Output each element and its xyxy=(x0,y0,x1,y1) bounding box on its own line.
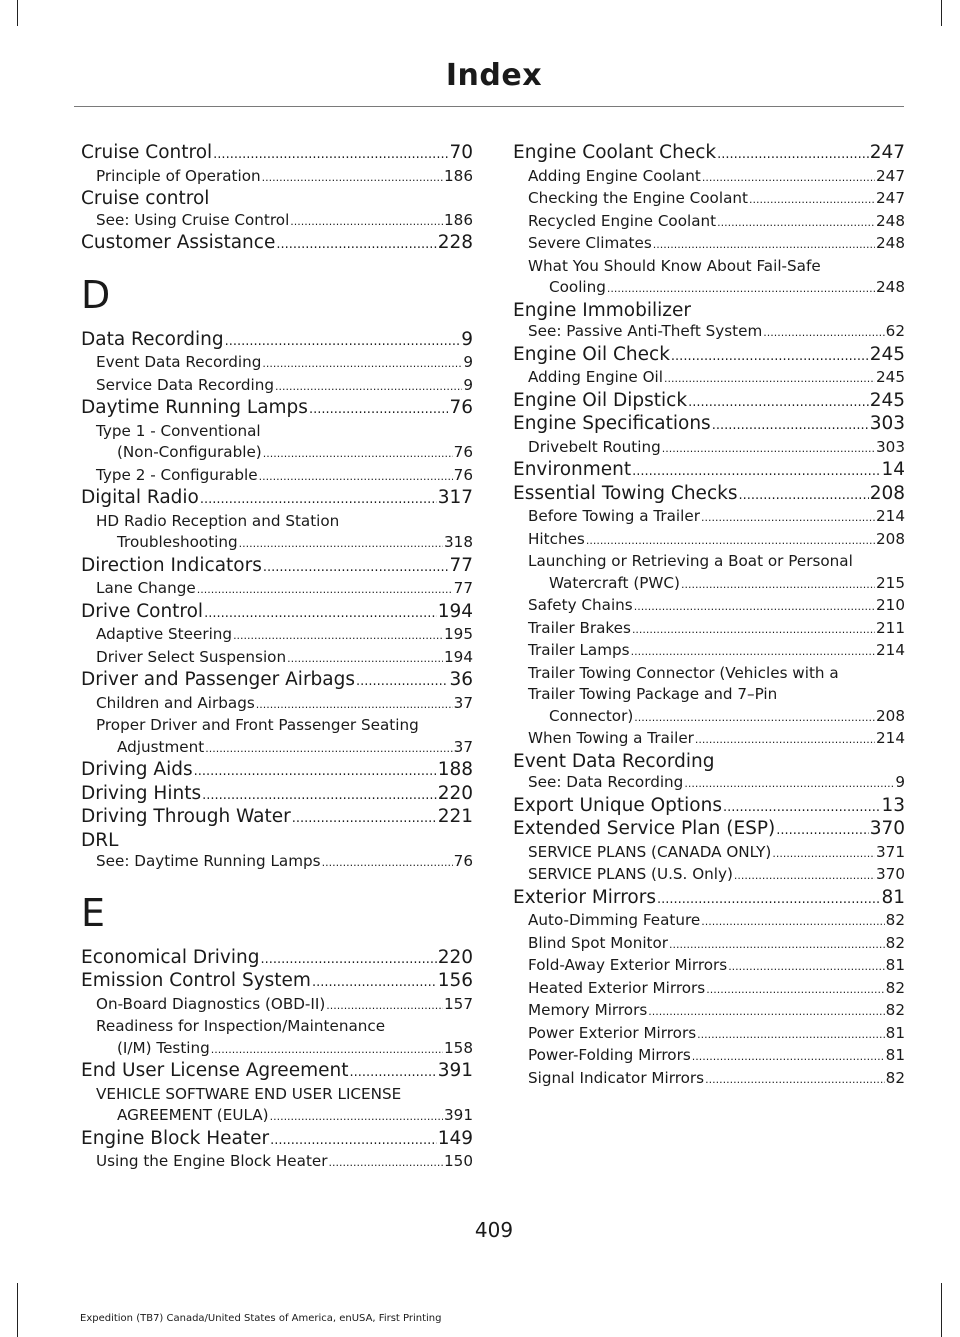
entry-label: Adding Engine Coolant xyxy=(528,166,701,185)
section-letter: E xyxy=(81,890,106,935)
page-reference: 247 xyxy=(869,142,905,163)
entry-label: Before Towing a Trailer xyxy=(528,507,700,525)
dot-leader xyxy=(632,619,875,641)
page-reference: 81 xyxy=(885,956,905,974)
dot-leader xyxy=(662,438,875,460)
entry-label: Engine Coolant Check xyxy=(513,142,717,163)
dot-leader xyxy=(329,1152,444,1174)
page-reference: 82 xyxy=(885,1068,905,1087)
entry-label: Engine Oil Check xyxy=(513,343,670,365)
index-subentry-text: Type 1 - Conventional xyxy=(96,421,261,440)
page-reference: 76 xyxy=(449,397,473,418)
dot-leader xyxy=(657,889,880,911)
entry-label: Lane Change xyxy=(96,579,196,597)
index-subentry xyxy=(513,910,905,933)
entry-label: Hitches xyxy=(528,529,585,548)
header-divider xyxy=(74,106,904,107)
dot-leader xyxy=(211,1039,443,1061)
entry-label: Memory Mirrors xyxy=(528,1001,648,1019)
page-reference: 156 xyxy=(437,970,473,991)
page-reference: 248 xyxy=(876,211,905,230)
index-subentry xyxy=(81,465,473,488)
entry-label: Recycled Engine Coolant xyxy=(528,211,717,230)
page-reference: 370 xyxy=(869,818,905,839)
page-reference: 391 xyxy=(437,1060,473,1081)
entry-label: On-Board Diagnostics (OBD-II) xyxy=(96,994,326,1013)
page-reference: 371 xyxy=(876,842,905,861)
page-reference: 9 xyxy=(463,375,473,394)
page-reference: 220 xyxy=(437,946,473,968)
index-subentry-text: Proper Driver and Front Passenger Seating xyxy=(96,716,419,734)
index-entry xyxy=(513,459,905,483)
index-entry xyxy=(513,795,905,819)
index-heading: DRL xyxy=(81,829,119,851)
dot-leader xyxy=(772,843,875,865)
index-subentry-text: Trailer Towing Connector (Vehicles with a xyxy=(528,663,839,682)
dot-leader xyxy=(326,995,443,1017)
dot-leader xyxy=(701,507,875,529)
entry-label: Signal Indicator Mirrors xyxy=(528,1068,705,1087)
crop-mark-bottom-left xyxy=(17,1283,18,1337)
index-subentry xyxy=(513,188,905,211)
page-reference: 214 xyxy=(876,729,905,747)
entry-label: Cruise Control xyxy=(81,142,213,163)
entry-label: Service Data Recording xyxy=(96,375,275,394)
page-reference: 214 xyxy=(876,507,905,525)
dot-leader xyxy=(290,211,443,233)
section-letter: D xyxy=(81,272,111,317)
dot-leader xyxy=(270,1106,443,1128)
index-entry xyxy=(513,344,905,368)
dot-leader xyxy=(202,785,437,807)
entry-label: Auto-Dimming Feature xyxy=(528,911,701,929)
dot-leader xyxy=(586,530,875,552)
dot-leader xyxy=(263,557,449,579)
page-reference: 76 xyxy=(453,465,473,484)
entry-label: When Towing a Trailer xyxy=(528,729,694,747)
dot-leader xyxy=(262,167,443,189)
index-subentry xyxy=(81,737,473,760)
page-reference: 82 xyxy=(885,1001,905,1019)
index-subentry xyxy=(513,640,905,663)
index-subentry xyxy=(513,842,905,865)
page-reference: 150 xyxy=(444,1152,473,1170)
page-reference: 248 xyxy=(876,278,905,296)
index-subentry xyxy=(81,1151,473,1174)
dot-leader xyxy=(702,167,875,189)
index-subentry xyxy=(81,647,473,670)
index-entry xyxy=(81,783,473,807)
page-reference: 208 xyxy=(876,706,905,725)
entry-label: (Non-Configurable) xyxy=(117,443,262,461)
page-reference: 14 xyxy=(881,459,905,480)
index-subentry xyxy=(81,851,473,874)
page-reference: 208 xyxy=(876,529,905,548)
index-subentry xyxy=(513,321,905,344)
dot-leader xyxy=(205,738,452,760)
page-reference: 188 xyxy=(437,759,473,780)
entry-label: Adjustment xyxy=(117,737,205,756)
dot-leader xyxy=(233,625,443,647)
entry-label: Trailer Lamps xyxy=(528,641,630,659)
dot-leader xyxy=(692,1046,885,1068)
dot-leader xyxy=(671,346,869,368)
page-reference: 245 xyxy=(869,389,905,411)
entry-label: Connector) xyxy=(549,706,634,725)
index-subentry-text: VEHICLE SOFTWARE END USER LICENSE xyxy=(96,1084,402,1103)
entry-label: Adaptive Steering xyxy=(96,625,233,643)
entry-label: Children and Airbags xyxy=(96,693,255,712)
entry-label: SERVICE PLANS (CANADA ONLY) xyxy=(528,842,772,861)
entry-label: Drivebelt Routing xyxy=(528,437,661,456)
index-subentry xyxy=(513,618,905,641)
entry-label: Exterior Mirrors xyxy=(513,886,656,908)
index-subentry xyxy=(81,532,473,555)
index-subentry xyxy=(513,728,905,751)
dot-leader xyxy=(200,489,437,511)
dot-leader xyxy=(717,212,875,234)
index-subentry xyxy=(81,352,473,375)
index-subentry xyxy=(513,437,905,460)
index-subentry-text: HD Radio Reception and Station xyxy=(96,511,340,530)
index-subentry xyxy=(81,578,473,601)
index-entry xyxy=(81,759,473,783)
dot-leader xyxy=(684,773,894,795)
entry-label: Blind Spot Monitor xyxy=(528,933,669,952)
index-entry xyxy=(81,1060,473,1084)
entry-label: Environment xyxy=(513,459,632,480)
page-reference: 82 xyxy=(885,933,905,952)
crop-mark-top-left xyxy=(17,0,18,26)
entry-label: Heated Exterior Mirrors xyxy=(528,978,706,997)
page-reference: 245 xyxy=(869,343,905,365)
index-entry xyxy=(81,947,473,971)
dot-leader xyxy=(256,694,453,716)
dot-leader xyxy=(632,461,880,483)
index-subentry xyxy=(81,375,473,398)
entry-label: Extended Service Plan (ESP) xyxy=(513,818,776,839)
entry-label: Economical Driving xyxy=(81,946,260,968)
page-reference: 149 xyxy=(437,1127,473,1149)
index-column-right xyxy=(513,142,905,1090)
entry-label: Type 2 - Configurable xyxy=(96,465,258,484)
page-reference: 370 xyxy=(876,865,905,883)
page-reference: 195 xyxy=(444,625,473,643)
index-subentry xyxy=(513,233,905,256)
index-subentry xyxy=(513,277,905,300)
dot-leader xyxy=(763,322,884,344)
entry-label: Driving Hints xyxy=(81,782,202,804)
index-entry xyxy=(81,970,473,994)
index-subentry xyxy=(81,994,473,1017)
index-subentry xyxy=(513,864,905,887)
index-subentry xyxy=(81,166,473,189)
entry-label: Trailer Brakes xyxy=(528,618,631,637)
page-reference: 221 xyxy=(437,806,473,827)
dot-leader xyxy=(712,415,869,437)
entry-label: Event Data Recording xyxy=(96,353,262,371)
page-reference: 9 xyxy=(461,328,473,350)
index-entry xyxy=(513,818,905,842)
dot-leader xyxy=(260,949,436,971)
dot-leader xyxy=(194,761,437,783)
page-reference: 9 xyxy=(895,773,905,791)
page-reference: 76 xyxy=(453,852,473,870)
entry-label: Customer Assistance xyxy=(81,232,276,253)
page-reference: 214 xyxy=(876,641,905,659)
dot-leader xyxy=(239,533,443,555)
index-subentry xyxy=(513,1000,905,1023)
index-subentry xyxy=(81,442,473,465)
index-subentry xyxy=(81,210,473,233)
index-entry xyxy=(81,397,473,421)
entry-label: Digital Radio xyxy=(81,487,199,508)
entry-label: Troubleshooting xyxy=(117,533,238,551)
dot-leader xyxy=(695,729,875,751)
dot-leader xyxy=(263,443,453,465)
dot-leader xyxy=(197,579,453,601)
index-entry xyxy=(513,413,905,437)
page-reference: 82 xyxy=(885,978,905,997)
page-reference: 228 xyxy=(437,232,473,253)
entry-label: Drive Control xyxy=(81,600,204,622)
dot-leader xyxy=(653,234,875,256)
page-reference: 211 xyxy=(876,618,905,637)
page-reference: 9 xyxy=(463,353,473,371)
entry-label: SERVICE PLANS (U.S. Only) xyxy=(528,865,733,883)
index-subentry xyxy=(513,529,905,552)
entry-label: Driving Through Water xyxy=(81,806,291,827)
index-subentry xyxy=(513,506,905,529)
entry-label: Principle of Operation xyxy=(96,166,261,185)
page-reference: 157 xyxy=(444,994,473,1013)
page-reference: 248 xyxy=(876,234,905,252)
page-reference: 81 xyxy=(885,1023,905,1042)
index-subentry xyxy=(513,706,905,729)
page-reference: 13 xyxy=(881,794,905,816)
index-heading: Event Data Recording xyxy=(513,750,715,772)
entry-label: Severe Climates xyxy=(528,234,652,252)
dot-leader xyxy=(701,911,884,933)
index-entry xyxy=(81,329,473,353)
index-subentry xyxy=(81,1038,473,1061)
page-reference: 76 xyxy=(453,443,473,461)
index-entry xyxy=(81,232,473,256)
index-entry xyxy=(513,483,905,507)
page-reference: 158 xyxy=(444,1038,473,1057)
entry-label: Emission Control System xyxy=(81,970,311,991)
page-reference: 303 xyxy=(869,413,905,434)
entry-label: Power-Folding Mirrors xyxy=(528,1046,691,1064)
page-reference: 186 xyxy=(444,210,473,229)
footer-text: Expedition (TB7) Canada/United States of America, enUSA, First Printing xyxy=(80,1313,442,1324)
entry-label: Fold-Away Exterior Mirrors xyxy=(528,956,728,974)
dot-leader xyxy=(204,603,437,625)
page-reference: 245 xyxy=(876,368,905,386)
dot-leader xyxy=(262,353,462,375)
dot-leader xyxy=(734,865,875,887)
index-entry xyxy=(81,142,473,166)
index-entry xyxy=(81,487,473,511)
dot-leader xyxy=(287,648,443,670)
page-reference: 62 xyxy=(885,322,905,340)
dot-leader xyxy=(259,466,453,488)
index-subentry xyxy=(513,595,905,618)
entry-label: Using the Engine Block Heater xyxy=(96,1152,328,1170)
page-reference: 318 xyxy=(444,533,473,551)
index-subentry xyxy=(81,693,473,716)
dot-leader xyxy=(634,707,875,729)
index-entry xyxy=(513,142,905,166)
entry-label: Adding Engine Oil xyxy=(528,368,663,386)
dot-leader xyxy=(681,574,875,596)
index-subentry xyxy=(81,1105,473,1128)
entry-label: See: Passive Anti-Theft System xyxy=(528,322,763,340)
index-subentry xyxy=(513,933,905,956)
page-reference: 303 xyxy=(876,437,905,456)
dot-leader xyxy=(717,144,869,166)
entry-label: (I/M) Testing xyxy=(117,1038,210,1057)
dot-leader xyxy=(648,1001,884,1023)
entry-label: Safety Chains xyxy=(528,596,633,614)
index-heading: Engine Immobilizer xyxy=(513,299,691,321)
index-subentry xyxy=(513,1045,905,1068)
dot-leader xyxy=(356,671,448,693)
page-reference: 81 xyxy=(885,1046,905,1064)
dot-leader xyxy=(723,797,880,819)
page-reference: 210 xyxy=(876,596,905,614)
dot-leader xyxy=(664,368,875,390)
index-subentry xyxy=(513,166,905,189)
page-title: Index xyxy=(445,58,543,93)
index-entry xyxy=(81,555,473,579)
entry-label: AGREEMENT (EULA) xyxy=(117,1106,269,1124)
dot-leader xyxy=(705,1069,885,1091)
index-subentry xyxy=(513,1068,905,1091)
page-reference: 391 xyxy=(444,1106,473,1124)
entry-label: Driving Aids xyxy=(81,759,193,780)
dot-leader xyxy=(213,144,448,166)
index-subentry xyxy=(513,955,905,978)
dot-leader xyxy=(349,1062,436,1084)
dot-leader xyxy=(728,956,884,978)
index-entry xyxy=(81,806,473,830)
entry-label: See: Data Recording xyxy=(528,773,684,791)
page-reference: 208 xyxy=(869,482,905,504)
page-reference: 82 xyxy=(885,911,905,929)
page-reference: 247 xyxy=(876,166,905,185)
index-subentry xyxy=(513,211,905,234)
page-reference: 77 xyxy=(453,579,473,597)
dot-leader xyxy=(276,234,436,256)
dot-leader xyxy=(631,641,875,663)
dot-leader xyxy=(776,820,868,842)
dot-leader xyxy=(669,934,885,956)
entry-label: Watercraft (PWC) xyxy=(549,573,680,592)
index-heading: Cruise control xyxy=(81,188,210,209)
entry-label: Engine Oil Dipstick xyxy=(513,389,688,411)
index-column-left xyxy=(81,142,473,1174)
entry-label: Data Recording xyxy=(81,328,224,350)
index-subentry xyxy=(81,624,473,647)
entry-label: Engine Block Heater xyxy=(81,1127,270,1149)
dot-leader xyxy=(292,808,437,830)
page-reference: 194 xyxy=(437,600,473,622)
index-subentry-text: What You Should Know About Fail-Safe xyxy=(528,256,821,275)
page-reference: 81 xyxy=(881,886,905,908)
dot-leader xyxy=(275,376,462,398)
index-subentry-text: Readiness for Inspection/Maintenance xyxy=(96,1017,386,1035)
page-reference: 215 xyxy=(876,573,905,592)
entry-label: End User License Agreement xyxy=(81,1060,349,1081)
entry-label: See: Using Cruise Control xyxy=(96,210,290,229)
index-entry xyxy=(81,601,473,625)
entry-label: Cooling xyxy=(549,278,606,296)
page-reference: 317 xyxy=(437,487,473,508)
index-subentry xyxy=(513,573,905,596)
dot-leader xyxy=(322,852,453,874)
entry-label: Daytime Running Lamps xyxy=(81,397,308,418)
dot-leader xyxy=(225,331,461,353)
dot-leader xyxy=(607,278,875,300)
index-subentry xyxy=(513,1023,905,1046)
crop-mark-bottom-right xyxy=(941,1283,942,1337)
page-number: 409 xyxy=(474,1218,514,1242)
entry-label: Direction Indicators xyxy=(81,554,262,576)
dot-leader xyxy=(312,972,437,994)
index-entry xyxy=(81,1128,473,1152)
dot-leader xyxy=(270,1130,437,1152)
index-entry xyxy=(513,887,905,911)
page-reference: 194 xyxy=(444,647,473,666)
dot-leader xyxy=(738,485,868,507)
index-subentry-text: Trailer Towing Package and 7–Pin xyxy=(528,685,778,703)
dot-leader xyxy=(309,399,449,421)
page-reference: 220 xyxy=(437,782,473,804)
page-reference: 77 xyxy=(449,554,473,576)
entry-label: Essential Towing Checks xyxy=(513,482,738,504)
page-reference: 37 xyxy=(453,737,473,756)
entry-label: Engine Specifications xyxy=(513,413,711,434)
page-reference: 186 xyxy=(444,166,473,185)
dot-leader xyxy=(634,596,875,618)
page-reference: 37 xyxy=(453,693,473,712)
index-subentry xyxy=(513,978,905,1001)
crop-mark-top-right xyxy=(941,0,942,26)
entry-label: Driver Select Suspension xyxy=(96,647,287,666)
entry-label: Driver and Passenger Airbags xyxy=(81,669,356,690)
index-subentry xyxy=(513,367,905,390)
entry-label: See: Daytime Running Lamps xyxy=(96,852,321,870)
dot-leader xyxy=(688,392,869,414)
page-reference: 36 xyxy=(449,669,473,690)
entry-label: Checking the Engine Coolant xyxy=(528,189,748,207)
index-subentry-text: Launching or Retrieving a Boat or Personal xyxy=(528,552,853,570)
page-reference: 70 xyxy=(449,142,473,163)
index-entry xyxy=(81,669,473,693)
page-reference: 247 xyxy=(876,189,905,207)
dot-leader xyxy=(706,979,884,1001)
entry-label: Power Exterior Mirrors xyxy=(528,1023,697,1042)
dot-leader xyxy=(697,1024,885,1046)
dot-leader xyxy=(749,189,875,211)
index-subentry xyxy=(513,772,905,795)
index-entry xyxy=(513,390,905,414)
entry-label: Export Unique Options xyxy=(513,794,722,816)
